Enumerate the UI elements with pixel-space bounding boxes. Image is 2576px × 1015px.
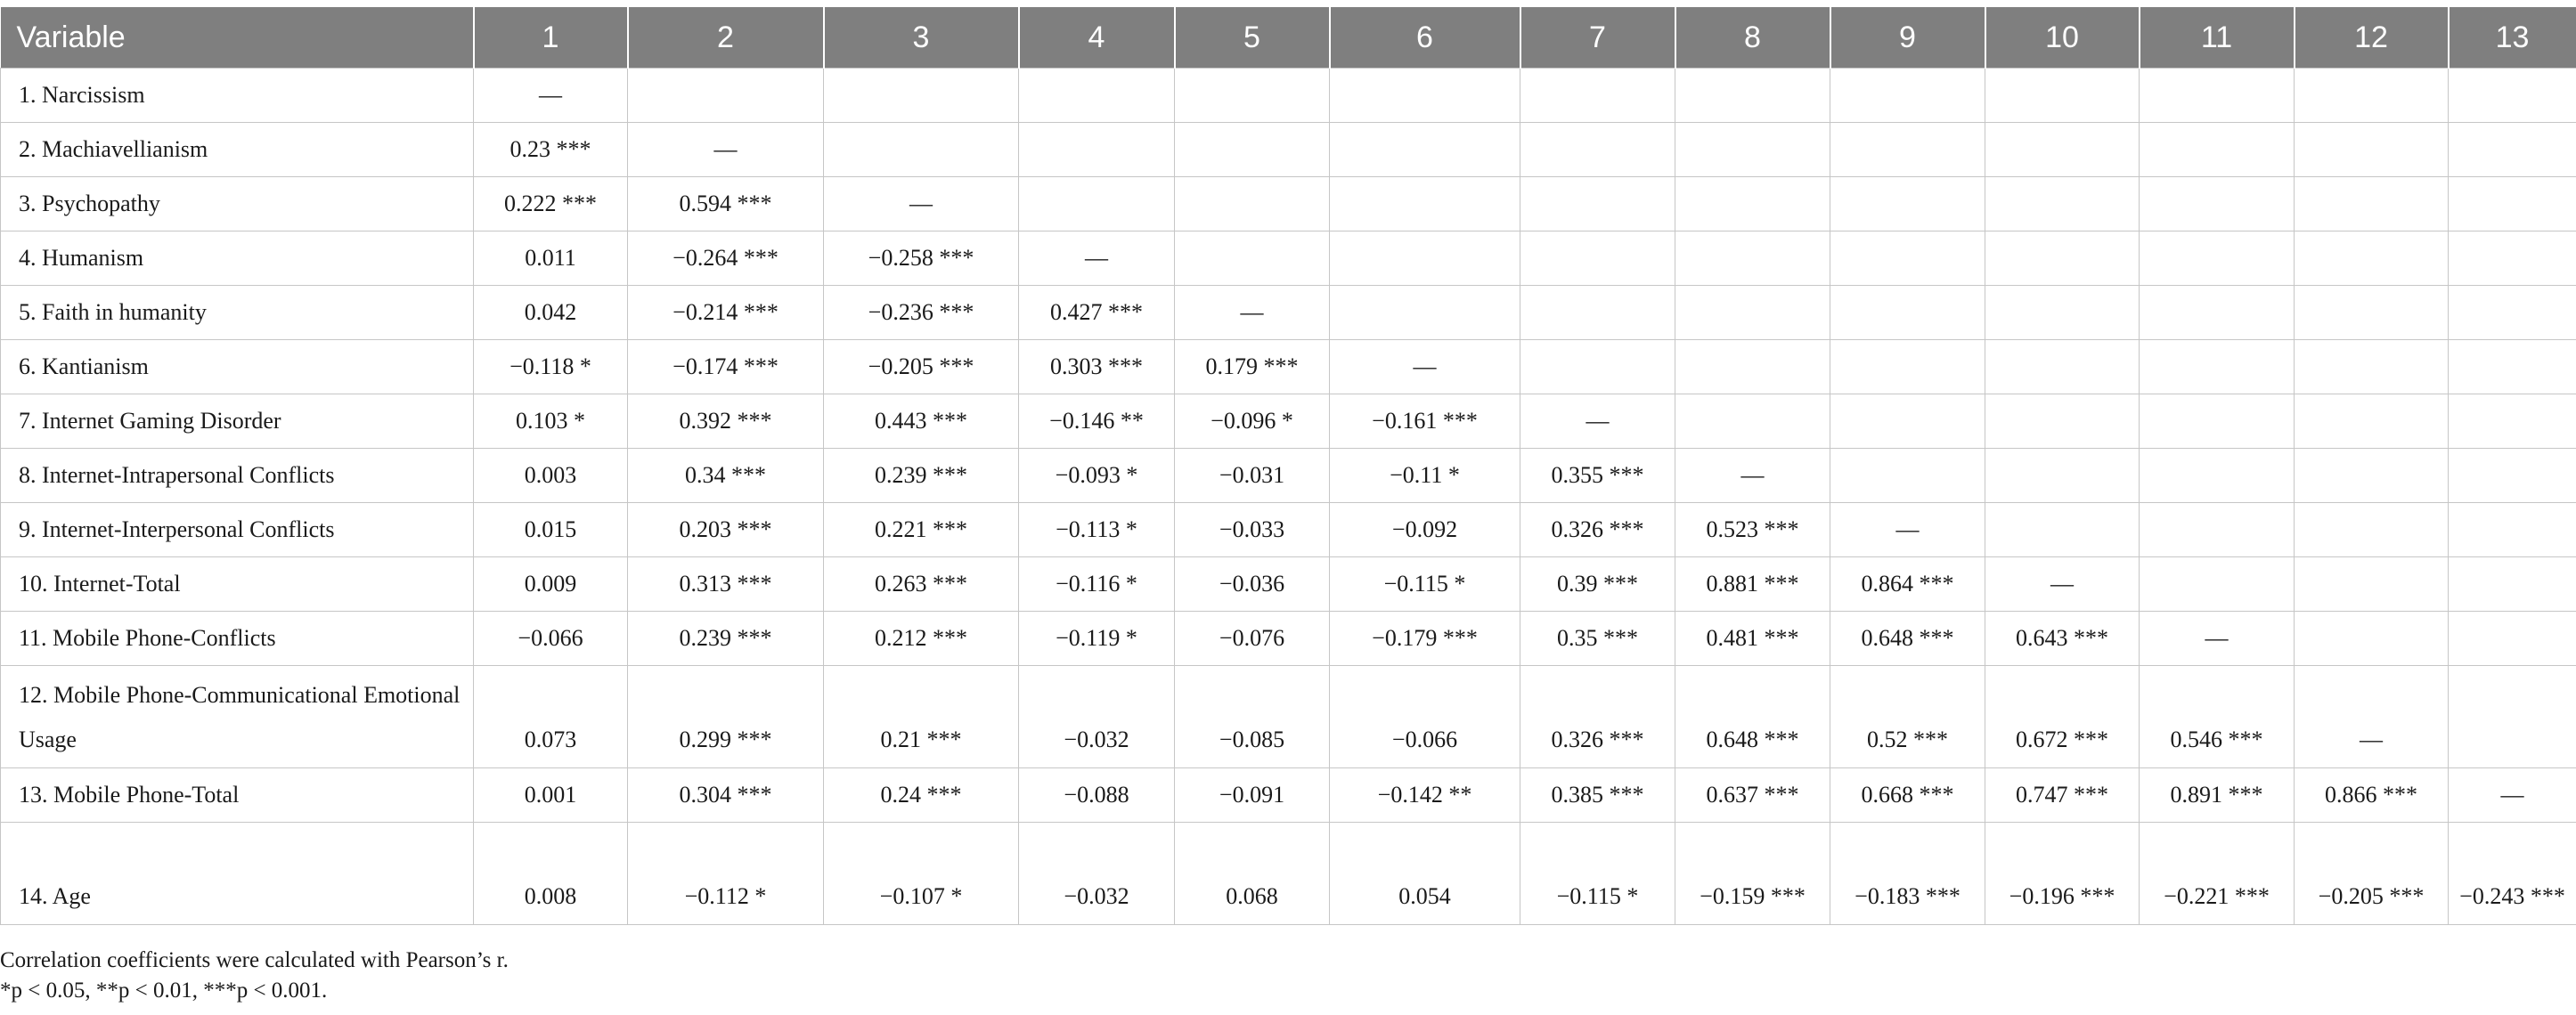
- table-cell: −0.161 ***: [1330, 394, 1520, 449]
- table-cell: —: [1019, 231, 1175, 286]
- table-cell: 0.355 ***: [1520, 449, 1675, 503]
- table-row: [1, 823, 2576, 925]
- table-cell: [1520, 123, 1675, 177]
- table-cell: −0.031: [1175, 449, 1330, 503]
- table-cell: [1830, 340, 1985, 394]
- table-cell: −0.174 ***: [628, 340, 824, 394]
- row-label: 1. Narcissism: [1, 69, 474, 123]
- table-cell: 0.594 ***: [628, 177, 824, 231]
- table-cell: 0.103 *: [474, 394, 628, 449]
- table-row: [1, 286, 2576, 340]
- table-cell: 0.24 ***: [824, 768, 1019, 823]
- table-cell: −0.096 *: [1175, 394, 1330, 449]
- table-cell: [1830, 123, 1985, 177]
- table-cell: 0.866 ***: [2295, 768, 2449, 823]
- table-cell: −0.236 ***: [824, 286, 1019, 340]
- table-cell: [2449, 449, 2576, 503]
- table-cell: −0.243 ***: [2449, 823, 2576, 925]
- table-cell: [1675, 286, 1830, 340]
- table-cell: [2140, 69, 2295, 123]
- header-col-11: 11: [2140, 7, 2295, 69]
- table-cell: 0.443 ***: [824, 394, 1019, 449]
- table-row: [1, 177, 2576, 231]
- table-cell: 0.392 ***: [628, 394, 824, 449]
- table-cell: 0.179 ***: [1175, 340, 1330, 394]
- row-label: 13. Mobile Phone-Total: [1, 768, 474, 823]
- table-cell: 0.481 ***: [1675, 612, 1830, 666]
- table-cell: [2449, 503, 2576, 557]
- table-body: [1, 69, 2576, 925]
- table-cell: 0.643 ***: [1985, 612, 2140, 666]
- table-cell: [1985, 340, 2140, 394]
- footnote-significance: *p < 0.05, **p < 0.01, ***p < 0.001.: [0, 978, 328, 1003]
- table-cell: [1830, 286, 1985, 340]
- header-col-9: 9: [1830, 7, 1985, 69]
- table-cell: [2140, 286, 2295, 340]
- table-cell: 0.637 ***: [1675, 768, 1830, 823]
- table-cell: 0.313 ***: [628, 557, 824, 612]
- table-cell: 0.648 ***: [1830, 612, 1985, 666]
- table-cell: [1330, 231, 1520, 286]
- header-col-2: 2: [628, 7, 824, 69]
- table-cell: 0.001: [474, 768, 628, 823]
- table-row: [1, 340, 2576, 394]
- table-cell: −0.116 *: [1019, 557, 1175, 612]
- header-col-8: 8: [1675, 7, 1830, 69]
- table-cell: [1675, 69, 1830, 123]
- table-cell: 0.299 ***: [628, 666, 824, 768]
- table-row: [1, 557, 2576, 612]
- table-cell: 0.073: [474, 666, 628, 768]
- table-cell: −0.221 ***: [2140, 823, 2295, 925]
- table-cell: −0.258 ***: [824, 231, 1019, 286]
- table-cell: [2449, 612, 2576, 666]
- table-cell: [2449, 69, 2576, 123]
- table-cell: 0.881 ***: [1675, 557, 1830, 612]
- table-cell: [1675, 394, 1830, 449]
- row-label: 6. Kantianism: [1, 340, 474, 394]
- table-cell: [2449, 177, 2576, 231]
- table-cell: [1985, 503, 2140, 557]
- table-cell: —: [1330, 340, 1520, 394]
- table-cell: 0.385 ***: [1520, 768, 1675, 823]
- table-cell: [1019, 123, 1175, 177]
- table-cell: −0.032: [1019, 823, 1175, 925]
- table-cell: 0.21 ***: [824, 666, 1019, 768]
- row-label: 3. Psychopathy: [1, 177, 474, 231]
- table-cell: [1019, 177, 1175, 231]
- table-cell: −0.183 ***: [1830, 823, 1985, 925]
- table-cell: —: [628, 123, 824, 177]
- row-label: 8. Internet-Intrapersonal Conflicts: [1, 449, 474, 503]
- table-cell: −0.196 ***: [1985, 823, 2140, 925]
- table-cell: 0.52 ***: [1830, 666, 1985, 768]
- table-cell: [1330, 177, 1520, 231]
- table-cell: 0.747 ***: [1985, 768, 2140, 823]
- table-cell: −0.205 ***: [2295, 823, 2449, 925]
- table-cell: [1830, 394, 1985, 449]
- table-cell: 0.003: [474, 449, 628, 503]
- table-cell: —: [1175, 286, 1330, 340]
- table-cell: [2140, 449, 2295, 503]
- table-cell: −0.146 **: [1019, 394, 1175, 449]
- table-cell: [2140, 394, 2295, 449]
- table-cell: 0.263 ***: [824, 557, 1019, 612]
- table-cell: —: [1985, 557, 2140, 612]
- table-cell: [2140, 503, 2295, 557]
- table-cell: [2449, 123, 2576, 177]
- table-cell: 0.221 ***: [824, 503, 1019, 557]
- table-cell: [2295, 503, 2449, 557]
- table-cell: 0.891 ***: [2140, 768, 2295, 823]
- table-cell: [824, 123, 1019, 177]
- table-cell: [1330, 286, 1520, 340]
- table-cell: [2295, 231, 2449, 286]
- row-label: 4. Humanism: [1, 231, 474, 286]
- table-cell: [1830, 177, 1985, 231]
- table-cell: —: [1520, 394, 1675, 449]
- table-cell: 0.672 ***: [1985, 666, 2140, 768]
- table-cell: −0.264 ***: [628, 231, 824, 286]
- table-cell: —: [824, 177, 1019, 231]
- table-cell: −0.088: [1019, 768, 1175, 823]
- table-cell: 0.23 ***: [474, 123, 628, 177]
- table-cell: —: [1830, 503, 1985, 557]
- table-cell: 0.35 ***: [1520, 612, 1675, 666]
- table-cell: —: [2449, 768, 2576, 823]
- row-label: 14. Age: [1, 823, 474, 925]
- table-cell: 0.34 ***: [628, 449, 824, 503]
- table-cell: 0.648 ***: [1675, 666, 1830, 768]
- table-cell: [2295, 69, 2449, 123]
- table-cell: 0.304 ***: [628, 768, 824, 823]
- table-cell: −0.118 *: [474, 340, 628, 394]
- table-cell: 0.523 ***: [1675, 503, 1830, 557]
- row-label: 5. Faith in humanity: [1, 286, 474, 340]
- table-cell: [1330, 123, 1520, 177]
- table-cell: [1175, 177, 1330, 231]
- table-cell: [2449, 394, 2576, 449]
- table-cell: −0.159 ***: [1675, 823, 1830, 925]
- table-row: [1, 69, 2576, 123]
- table-row: [1, 123, 2576, 177]
- table-cell: [2140, 123, 2295, 177]
- table-cell: [628, 69, 824, 123]
- table-cell: —: [474, 69, 628, 123]
- header-col-12: 12: [2295, 7, 2449, 69]
- table-cell: [2449, 231, 2576, 286]
- header-variable: Variable: [1, 7, 474, 69]
- table-cell: —: [1675, 449, 1830, 503]
- table-cell: [2295, 449, 2449, 503]
- table-row: [1, 612, 2576, 666]
- table-cell: [1985, 231, 2140, 286]
- table-cell: [1985, 69, 2140, 123]
- row-label: 11. Mobile Phone-Conflicts: [1, 612, 474, 666]
- header-col-13: 13: [2449, 7, 2576, 69]
- table-cell: [1520, 69, 1675, 123]
- table-cell: [1520, 177, 1675, 231]
- table-cell: [1175, 231, 1330, 286]
- table-footnotes: [0, 946, 509, 1006]
- table-cell: −0.036: [1175, 557, 1330, 612]
- table-cell: [2140, 340, 2295, 394]
- table-header-row: [1, 7, 2576, 69]
- table-cell: [2295, 612, 2449, 666]
- table-row: [1, 449, 2576, 503]
- table-cell: [1175, 69, 1330, 123]
- table-cell: −0.113 *: [1019, 503, 1175, 557]
- table-cell: −0.093 *: [1019, 449, 1175, 503]
- table-cell: 0.668 ***: [1830, 768, 1985, 823]
- table-cell: −0.214 ***: [628, 286, 824, 340]
- footnote-method: Correlation coefficients were calculated with Pearson’s r.: [0, 948, 509, 972]
- table-cell: −0.092: [1330, 503, 1520, 557]
- table-cell: −0.115 *: [1330, 557, 1520, 612]
- table-cell: [2449, 666, 2576, 768]
- table-cell: [2140, 557, 2295, 612]
- table-cell: [1019, 69, 1175, 123]
- table-cell: −0.066: [1330, 666, 1520, 768]
- table-cell: −0.066: [474, 612, 628, 666]
- table-cell: −0.119 *: [1019, 612, 1175, 666]
- table-cell: [1830, 69, 1985, 123]
- table-row: [1, 768, 2576, 823]
- table-cell: 0.042: [474, 286, 628, 340]
- table-cell: [2449, 557, 2576, 612]
- row-label: 12. Mobile Phone-Communicational Emotional Usage: [1, 666, 474, 768]
- table-cell: [2295, 394, 2449, 449]
- header-col-3: 3: [824, 7, 1019, 69]
- table-cell: 0.864 ***: [1830, 557, 1985, 612]
- table-cell: 0.054: [1330, 823, 1520, 925]
- table-cell: −0.107 *: [824, 823, 1019, 925]
- table-cell: −0.085: [1175, 666, 1330, 768]
- table-cell: 0.427 ***: [1019, 286, 1175, 340]
- table-cell: −0.033: [1175, 503, 1330, 557]
- table-cell: [2295, 123, 2449, 177]
- table-cell: [2140, 177, 2295, 231]
- table-cell: [824, 69, 1019, 123]
- header-col-4: 4: [1019, 7, 1175, 69]
- table-row: [1, 666, 2576, 768]
- table-cell: −0.076: [1175, 612, 1330, 666]
- table-cell: [1830, 449, 1985, 503]
- table-cell: 0.39 ***: [1520, 557, 1675, 612]
- table-cell: [1985, 394, 2140, 449]
- table-cell: [1330, 69, 1520, 123]
- row-label: 2. Machiavellianism: [1, 123, 474, 177]
- table-cell: 0.203 ***: [628, 503, 824, 557]
- row-label: 10. Internet-Total: [1, 557, 474, 612]
- table-cell: [2140, 231, 2295, 286]
- table-cell: −0.115 *: [1520, 823, 1675, 925]
- table-cell: [1175, 123, 1330, 177]
- header-col-7: 7: [1520, 7, 1675, 69]
- table-cell: [1675, 340, 1830, 394]
- table-cell: [1675, 231, 1830, 286]
- correlation-table-container: [0, 7, 2576, 925]
- table-cell: −0.142 **: [1330, 768, 1520, 823]
- table-cell: 0.068: [1175, 823, 1330, 925]
- table-cell: 0.546 ***: [2140, 666, 2295, 768]
- table-cell: [2449, 286, 2576, 340]
- table-cell: [1985, 123, 2140, 177]
- table-cell: [1675, 177, 1830, 231]
- header-col-1: 1: [474, 7, 628, 69]
- table-cell: [2295, 340, 2449, 394]
- table-cell: 0.011: [474, 231, 628, 286]
- table-cell: 0.212 ***: [824, 612, 1019, 666]
- table-cell: 0.303 ***: [1019, 340, 1175, 394]
- table-cell: [2295, 286, 2449, 340]
- table-cell: [1520, 231, 1675, 286]
- header-col-5: 5: [1175, 7, 1330, 69]
- table-cell: 0.239 ***: [824, 449, 1019, 503]
- table-cell: [1985, 286, 2140, 340]
- table-cell: −0.091: [1175, 768, 1330, 823]
- table-cell: —: [2140, 612, 2295, 666]
- table-cell: −0.032: [1019, 666, 1175, 768]
- table-cell: −0.179 ***: [1330, 612, 1520, 666]
- table-cell: 0.239 ***: [628, 612, 824, 666]
- table-cell: [2295, 177, 2449, 231]
- table-cell: [1520, 340, 1675, 394]
- row-label: 7. Internet Gaming Disorder: [1, 394, 474, 449]
- correlation-table: [0, 7, 2576, 925]
- table-cell: [2449, 340, 2576, 394]
- table-cell: —: [2295, 666, 2449, 768]
- table-cell: 0.222 ***: [474, 177, 628, 231]
- table-cell: [1675, 123, 1830, 177]
- table-cell: −0.112 *: [628, 823, 824, 925]
- table-cell: −0.11 *: [1330, 449, 1520, 503]
- table-cell: 0.009: [474, 557, 628, 612]
- table-cell: [1985, 449, 2140, 503]
- table-cell: [1520, 286, 1675, 340]
- table-cell: 0.326 ***: [1520, 503, 1675, 557]
- table-cell: [2295, 557, 2449, 612]
- table-cell: −0.205 ***: [824, 340, 1019, 394]
- table-cell: [1830, 231, 1985, 286]
- table-row: [1, 394, 2576, 449]
- table-cell: 0.015: [474, 503, 628, 557]
- table-cell: 0.326 ***: [1520, 666, 1675, 768]
- header-col-10: 10: [1985, 7, 2140, 69]
- table-row: [1, 231, 2576, 286]
- table-row: [1, 503, 2576, 557]
- table-cell: 0.008: [474, 823, 628, 925]
- header-col-6: 6: [1330, 7, 1520, 69]
- row-label: 9. Internet-Interpersonal Conflicts: [1, 503, 474, 557]
- table-cell: [1985, 177, 2140, 231]
